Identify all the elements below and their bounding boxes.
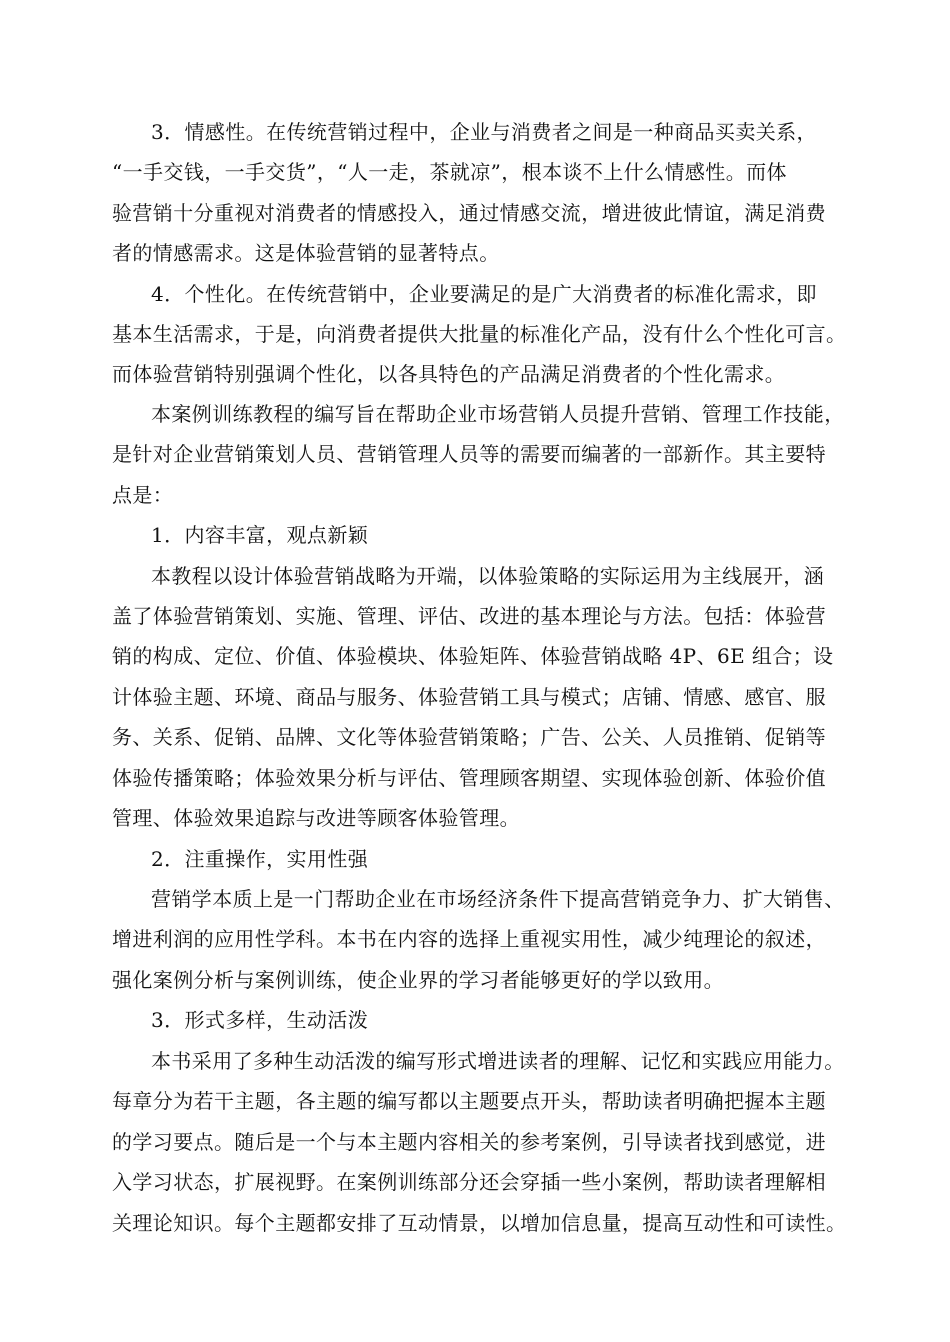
paragraph-line: 入学习状态，扩展视野。在案例训练部分还会穿插一些小案例，帮助读者理解相 bbox=[112, 1170, 826, 1194]
paragraph-line: 3．情感性。在传统营销过程中，企业与消费者之间是一种商品买卖关系， bbox=[151, 120, 817, 144]
paragraph-line: 验营销十分重视对消费者的情感投入，通过情感交流，增进彼此情谊，满足消费 bbox=[112, 201, 826, 225]
paragraph-line: 计体验主题、环境、商品与服务、体验营销工具与模式；店铺、情感、感官、服 bbox=[112, 685, 826, 709]
paragraph-line: 每章分为若干主题，各主题的编写都以主题要点开头，帮助读者明确把握本主题 bbox=[112, 1089, 826, 1113]
paragraph-line: 而体验营销特别强调个性化，以各具特色的产品满足消费者的个性化需求。 bbox=[112, 362, 786, 386]
paragraph-line: 点是： bbox=[112, 483, 174, 507]
section-heading: 1．内容丰富，观点新颖 bbox=[151, 523, 369, 547]
paragraph-line: 增进利润的应用性学科。本书在内容的选择上重视实用性，减少纯理论的叙述， bbox=[112, 927, 826, 951]
paragraph-line: 强化案例分析与案例训练，使企业界的学习者能够更好的学以致用。 bbox=[112, 968, 724, 992]
paragraph-line: 关理论知识。每个主题都安排了互动情景，以增加信息量，提高互动性和可读性。 bbox=[112, 1211, 847, 1235]
paragraph-line: 本案例训练教程的编写旨在帮助企业市场营销人员提升营销、管理工作技能， bbox=[151, 402, 845, 426]
paragraph-line: 营销学本质上是一门帮助企业在市场经济条件下提高营销竞争力、扩大销售、 bbox=[151, 887, 845, 911]
section-heading: 2．注重操作，实用性强 bbox=[151, 847, 369, 871]
paragraph-line: “一手交钱，一手交货”，“人一走，茶就凉”，根本谈不上什么情感性。而体 bbox=[112, 160, 787, 184]
paragraph-line: 本教程以设计体验营销战略为开端，以体验策略的实际运用为主线展开，涵 bbox=[151, 564, 825, 588]
paragraph-line: 管理、体验效果追踪与改进等顾客体验管理。 bbox=[112, 806, 520, 830]
paragraph-line: 的学习要点。随后是一个与本主题内容相关的参考案例，引导读者找到感觉，进 bbox=[112, 1130, 826, 1154]
paragraph-line: 4．个性化。在传统营销中，企业要满足的是广大消费者的标准化需求，即 bbox=[151, 282, 817, 306]
paragraph-line: 者的情感需求。这是体验营销的显著特点。 bbox=[112, 241, 500, 265]
paragraph-line: 基本生活需求，于是，向消费者提供大批量的标准化产品，没有什么个性化可言。 bbox=[112, 322, 847, 346]
paragraph-line: 销的构成、定位、价值、体验模块、体验矩阵、体验营销战略 4P、6E 组合；设 bbox=[112, 644, 834, 668]
section-heading: 3．形式多样，生动活泼 bbox=[151, 1008, 369, 1032]
paragraph-line: 体验传播策略；体验效果分析与评估、管理顾客期望、实现体验创新、体验价值 bbox=[112, 766, 826, 790]
paragraph-line: 本书采用了多种生动活泼的编写形式增进读者的理解、记忆和实践应用能力。 bbox=[151, 1049, 845, 1073]
paragraph-line: 盖了体验营销策划、实施、管理、评估、改进的基本理论与方法。包括：体验营 bbox=[112, 604, 826, 628]
paragraph-line: 是针对企业营销策划人员、营销管理人员等的需要而编著的一部新作。其主要特 bbox=[112, 442, 826, 466]
paragraph-line: 务、关系、促销、品牌、文化等体验营销策略；广告、公关、人员推销、促销等 bbox=[112, 725, 826, 749]
